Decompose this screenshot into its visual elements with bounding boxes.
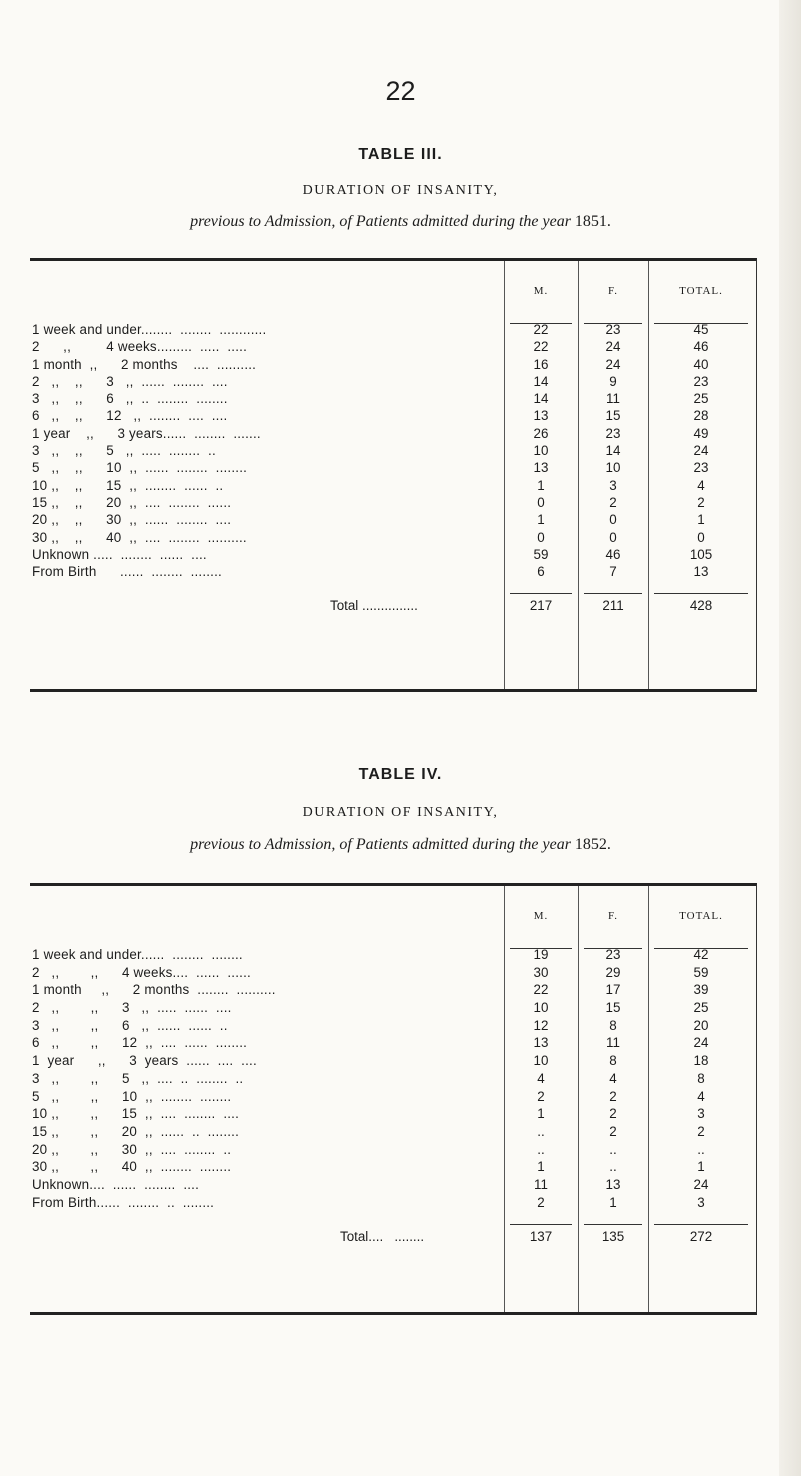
cell-total: 0	[697, 529, 705, 545]
total-f: 135	[601, 1229, 625, 1245]
table-row	[30, 477, 756, 494]
table-4-title: TABLE IV.	[358, 766, 443, 783]
table-row	[30, 1052, 756, 1070]
total-f: 211	[602, 598, 624, 614]
row-label: 3 ,, ,, 5 ,, .... .. ........ ..	[32, 1070, 244, 1086]
cell-f: 2	[609, 1088, 617, 1104]
cell-total: 45	[693, 322, 709, 337]
row-label: 1 month ,, 2 months ........ ..........	[32, 982, 276, 998]
cell-total: 1	[697, 512, 705, 528]
cell-m: ..	[537, 1123, 545, 1139]
row-label: 6 ,, ,, 12 ,, .... ...... ........	[32, 1035, 248, 1051]
cell-m: 2	[537, 1194, 545, 1210]
table-row	[30, 1034, 756, 1052]
cell-total: 23	[693, 373, 709, 389]
table-row	[30, 494, 756, 511]
table-row	[30, 1123, 756, 1141]
cell-m: 19	[533, 947, 549, 962]
cell-f: 10	[605, 460, 621, 476]
cell-m: 2	[537, 1088, 545, 1104]
cell-f: 23	[605, 947, 621, 962]
table-row	[30, 425, 756, 442]
cell-m: 4	[537, 1070, 545, 1086]
table-row	[30, 1088, 756, 1106]
row-label: 6 ,, ,, 12 ,, ........ .... ....	[32, 408, 228, 424]
table-row	[30, 338, 756, 355]
table-4	[30, 883, 757, 1315]
cell-total: 18	[693, 1053, 709, 1069]
header-total: TOTAL.	[679, 285, 723, 297]
row-label: 15 ,, ,, 20 ,, .... ........ ......	[32, 494, 232, 510]
table-row	[30, 373, 756, 390]
table-4-subtitle: DURATION OF INSANITY,	[302, 805, 499, 820]
table-4-caption	[0, 836, 801, 854]
cell-f: 3	[609, 477, 617, 493]
table-row	[30, 999, 756, 1017]
cell-m: 12	[533, 1017, 549, 1033]
cell-total: 40	[693, 356, 709, 372]
cell-f: 11	[606, 391, 620, 407]
row-label: 2 ,, ,, 3 ,, ...... ........ ....	[32, 373, 228, 389]
table-row	[30, 1194, 756, 1212]
row-label: 5 ,, ,, 10 ,, ........ ........	[32, 1088, 232, 1104]
cell-total: 8	[697, 1070, 705, 1086]
cell-m: 1	[537, 1159, 545, 1175]
cell-f: 17	[605, 982, 621, 998]
page-number: 22	[385, 76, 416, 106]
row-label: 3 ,, ,, 6 ,, ...... ...... ..	[32, 1017, 228, 1033]
table-row	[30, 1176, 756, 1194]
cell-f: 8	[609, 1017, 617, 1033]
row-label: 2 ,, ,, 4 weeks.... ...... ......	[32, 964, 251, 980]
table-row	[30, 529, 756, 546]
total-total: 428	[689, 598, 713, 614]
row-label: 1 week and under........ ........ ............	[32, 322, 267, 337]
table-row	[30, 442, 756, 459]
table-row	[30, 563, 756, 580]
cell-total: 49	[693, 425, 709, 441]
cell-m: 26	[533, 425, 549, 441]
table-row	[30, 946, 756, 964]
table-3-header	[30, 261, 756, 321]
cell-m: 13	[533, 1035, 549, 1051]
cell-m: 22	[533, 982, 549, 998]
cell-m: 22	[533, 339, 549, 355]
table-row	[30, 1105, 756, 1123]
cell-total: 3	[697, 1194, 705, 1210]
cell-m: 13	[533, 460, 549, 476]
table-row	[30, 546, 756, 563]
cell-m: 14	[533, 373, 549, 389]
row-label: From Birth ...... ........ ........	[32, 564, 222, 580]
cell-total: 28	[693, 408, 709, 424]
table-4-caption-text: previous to Admission, of Patients admitted during the year	[190, 836, 571, 853]
cell-m: 16	[533, 356, 549, 372]
table-row	[30, 356, 756, 373]
total-label: Total ...............	[330, 598, 418, 614]
row-label: 1 year ,, 3 years ...... .... ....	[32, 1053, 257, 1069]
cell-m: 30	[533, 964, 549, 980]
total-row	[30, 586, 756, 622]
cell-total: 59	[693, 964, 709, 980]
table-row	[30, 1158, 756, 1176]
cell-total: 25	[693, 391, 709, 407]
header-m: M.	[533, 285, 549, 297]
table-row	[30, 981, 756, 999]
row-label: 30 ,, ,, 40 ,, ........ ........	[32, 1159, 232, 1175]
cell-f: 8	[609, 1053, 617, 1069]
table-row	[30, 1141, 756, 1159]
cell-m: 1	[537, 477, 545, 493]
cell-f: 2	[609, 494, 617, 510]
row-label: From Birth...... ........ .. ........	[32, 1194, 215, 1210]
table-3-title: TABLE III.	[358, 146, 443, 163]
table-4-header	[30, 886, 756, 946]
table-row	[30, 459, 756, 476]
row-label: 1 month ,, 2 months .... ..........	[32, 356, 257, 372]
cell-m: 10	[533, 1053, 549, 1069]
row-label: 20 ,, ,, 30 ,, .... ........ ..	[32, 1141, 232, 1157]
table-row	[30, 1017, 756, 1035]
cell-total: 105	[689, 546, 713, 562]
cell-total: 39	[693, 982, 709, 998]
row-label: 20 ,, ,, 30 ,, ...... ........ ....	[32, 512, 232, 528]
cell-f: 23	[605, 425, 621, 441]
cell-total: 24	[693, 1035, 709, 1051]
row-label: Unknown.... ...... ........ ....	[32, 1176, 199, 1192]
table-4-year: 1852.	[574, 836, 611, 853]
row-label: 3 ,, ,, 5 ,, ..... ........ ..	[32, 443, 216, 459]
table-row	[30, 407, 756, 424]
row-label: 5 ,, ,, 10 ,, ...... ........ ........	[32, 460, 248, 476]
cell-f: 23	[605, 322, 621, 337]
header-m: M.	[533, 910, 549, 922]
cell-f: 15	[605, 408, 621, 424]
cell-m: 11	[534, 1176, 548, 1192]
cell-total: 4	[697, 1088, 705, 1104]
cell-m: ..	[537, 1141, 545, 1157]
table-row	[30, 511, 756, 528]
cell-f: ..	[609, 1141, 617, 1157]
cell-f: ..	[609, 1159, 617, 1175]
cell-total: ..	[697, 1141, 705, 1157]
cell-f: 0	[609, 512, 617, 528]
cell-total: 23	[693, 460, 709, 476]
cell-f: 11	[606, 1035, 620, 1051]
table-row	[30, 390, 756, 407]
header-f: F.	[608, 285, 618, 297]
cell-f: 1	[609, 1194, 617, 1210]
table-3	[30, 258, 757, 692]
cell-f: 0	[609, 529, 617, 545]
cell-m: 10	[533, 443, 549, 459]
cell-total: 42	[693, 947, 709, 962]
cell-total: 24	[693, 443, 709, 459]
cell-m: 0	[537, 494, 545, 510]
cell-total: 13	[693, 564, 709, 580]
table-row	[30, 964, 756, 982]
total-label: Total.... ........	[340, 1229, 425, 1245]
row-label: 2 ,, ,, 3 ,, ..... ...... ....	[32, 1000, 232, 1016]
header-total: TOTAL.	[679, 910, 723, 922]
header-f: F.	[608, 910, 618, 922]
table-3-caption	[0, 213, 801, 231]
row-label: 2 ,, 4 weeks......... ..... .....	[32, 339, 247, 355]
cell-total: 24	[693, 1176, 709, 1192]
cell-f: 7	[609, 564, 617, 580]
cell-f: 9	[609, 373, 617, 389]
cell-m: 22	[533, 322, 549, 337]
row-label: 3 ,, ,, 6 ,, .. ........ ........	[32, 391, 228, 407]
row-label: 10 ,, ,, 15 ,, ........ ...... ..	[32, 477, 224, 493]
cell-total: 25	[693, 1000, 709, 1016]
table-3-subtitle: DURATION OF INSANITY,	[302, 183, 499, 198]
cell-m: 6	[537, 564, 545, 580]
total-total: 272	[689, 1229, 713, 1245]
table-3-year: 1851.	[574, 213, 611, 230]
cell-f: 2	[609, 1106, 617, 1122]
cell-total: 1	[697, 1159, 705, 1175]
table-3-caption-text: previous to Admission, of Patients admitted during the year	[190, 213, 571, 230]
cell-f: 24	[605, 339, 621, 355]
cell-total: 2	[697, 494, 705, 510]
row-label: 10 ,, ,, 15 ,, .... ........ ....	[32, 1106, 240, 1122]
cell-m: 14	[533, 391, 549, 407]
cell-total: 4	[697, 477, 705, 493]
row-label: 15 ,, ,, 20 ,, ...... .. ........	[32, 1123, 240, 1139]
total-m: 217	[529, 598, 553, 614]
cell-m: 10	[533, 1000, 549, 1016]
cell-f: 13	[605, 1176, 621, 1192]
cell-f: 15	[605, 1000, 621, 1016]
cell-total: 20	[693, 1017, 709, 1033]
cell-f: 46	[605, 546, 621, 562]
cell-f: 29	[605, 964, 621, 980]
cell-m: 13	[533, 408, 549, 424]
cell-f: 14	[605, 443, 621, 459]
table-row	[30, 321, 756, 338]
cell-total: 3	[697, 1106, 705, 1122]
cell-m: 59	[533, 546, 549, 562]
row-label: 1 week and under...... ........ ........	[32, 947, 243, 962]
table-row	[30, 1070, 756, 1088]
cell-m: 0	[537, 529, 545, 545]
cell-f: 2	[609, 1123, 617, 1139]
cell-total: 2	[697, 1123, 705, 1139]
row-label: Unknown ..... ........ ...... ....	[32, 546, 207, 562]
total-m: 137	[529, 1229, 553, 1245]
total-row	[30, 1217, 756, 1253]
cell-total: 46	[693, 339, 709, 355]
cell-m: 1	[537, 512, 545, 528]
row-label: 30 ,, ,, 40 ,, .... ........ ..........	[32, 529, 247, 545]
row-label: 1 year ,, 3 years...... ........ .......	[32, 425, 261, 441]
cell-f: 24	[605, 356, 621, 372]
cell-m: 1	[537, 1106, 545, 1122]
cell-f: 4	[609, 1070, 617, 1086]
